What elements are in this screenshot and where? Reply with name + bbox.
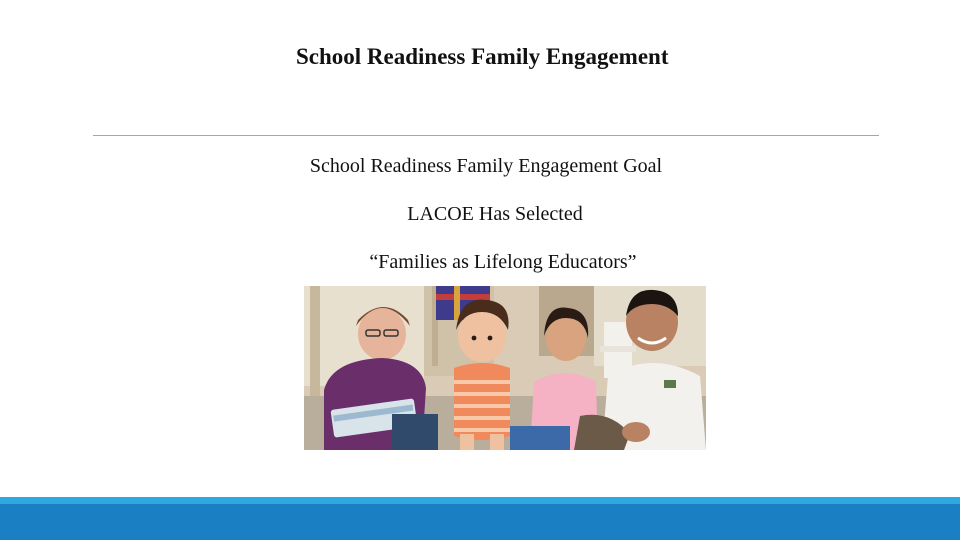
footer-bar xyxy=(0,497,960,540)
quote-line: “Families as Lifelong Educators” xyxy=(369,251,637,273)
selected-line: LACOE Has Selected xyxy=(407,203,583,225)
goal-line: School Readiness Family Engagement Goal xyxy=(309,155,663,177)
family-photo xyxy=(304,286,706,450)
title-divider xyxy=(93,135,879,136)
slide-title: School Readiness Family Engagement xyxy=(296,44,669,69)
